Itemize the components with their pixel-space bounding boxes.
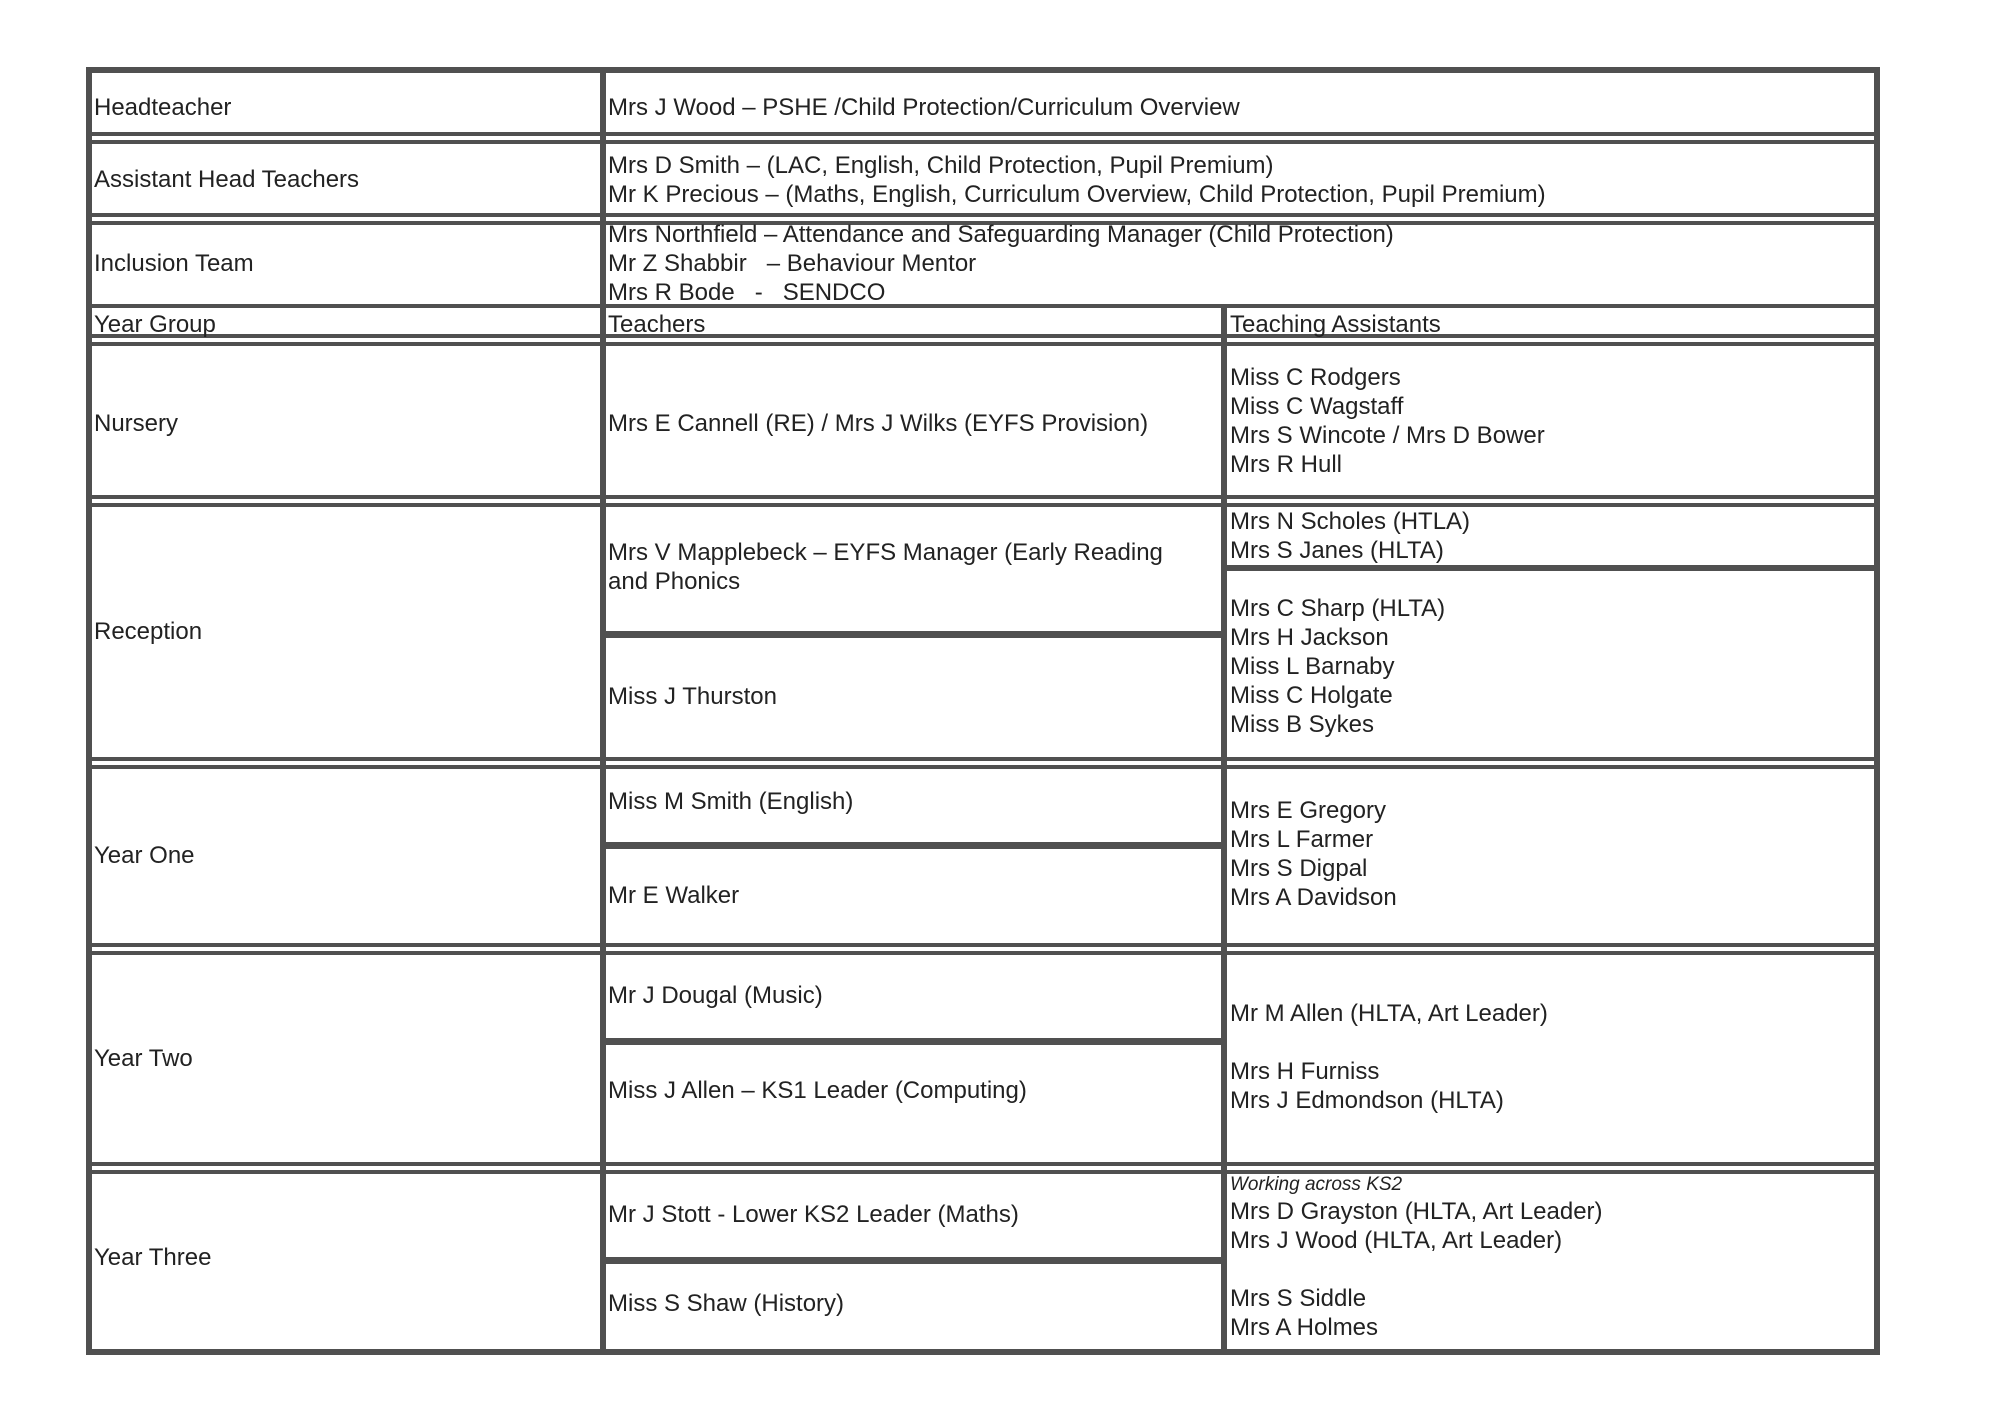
teacher-entry: Miss J Allen – KS1 Leader (Computing) — [608, 1077, 1027, 1104]
teacher-entry: Mr J Stott - Lower KS2 Leader (Maths) — [608, 1201, 1019, 1228]
row-divider — [86, 757, 1880, 761]
assistant-entry: Mrs E Gregory — [1230, 797, 1387, 824]
row-divider — [86, 132, 1880, 136]
row-divider — [86, 1162, 1880, 1166]
inclusion-entry: Mr Z Shabbir – Behaviour Mentor — [608, 250, 977, 277]
teacher-entry: Mrs V Mapplebeck – EYFS Manager (Early Reading and Phonics — [608, 539, 1163, 595]
teacher-entry: Mr J Dougal (Music) — [608, 982, 823, 1009]
headteacher-label: Headteacher — [94, 94, 232, 121]
assistant-entry: Miss C Wagstaff — [1230, 393, 1404, 420]
table-border-bottom — [86, 1349, 1880, 1355]
assistant-entry: Mrs A Holmes — [1230, 1314, 1379, 1341]
year-label-nursery: Nursery — [94, 410, 179, 437]
row-divider — [86, 334, 1880, 338]
assistant-entry: Mr M Allen (HLTA, Art Leader) — [1230, 1000, 1548, 1027]
assistant-entry: Miss C Holgate — [1230, 682, 1393, 709]
assistant-heads-label: Assistant Head Teachers — [94, 166, 360, 193]
year-label-reception: Reception — [94, 618, 203, 645]
teacher-entry: Miss M Smith (English) — [608, 788, 854, 815]
assistant-entry: Mrs A Davidson — [1230, 884, 1397, 911]
teacher-entry: Mrs E Cannell (RE) / Mrs J Wilks (EYFS Provision) — [608, 410, 1149, 437]
cell-divider — [606, 842, 1221, 849]
teacher-entry: Miss S Shaw (History) — [608, 1290, 845, 1317]
assistant-entry: Mrs D Grayston (HLTA, Art Leader) — [1230, 1198, 1603, 1225]
assistant-entry: Mrs R Hull — [1230, 451, 1342, 478]
row-divider — [86, 140, 1880, 144]
row-divider — [86, 342, 1880, 346]
inclusion-entry: Mrs R Bode - SENDCO — [608, 279, 886, 306]
cell-divider — [1227, 565, 1874, 571]
row-divider — [86, 213, 1880, 217]
column-divider-right — [1221, 305, 1227, 1355]
year-label-year-two: Year Two — [94, 1045, 193, 1072]
inclusion-entry: Mrs Northfield – Attendance and Safeguarding Manager (Child Protection) — [608, 221, 1394, 248]
row-divider — [86, 1170, 1880, 1174]
assistant-entry: Mrs C Sharp (HLTA) — [1230, 595, 1446, 622]
assistant-entry: Mrs J Wood (HLTA, Art Leader) — [1230, 1227, 1563, 1254]
assistant-entry: Mrs S Digpal — [1230, 855, 1368, 882]
assistant-entry: Mrs J Edmondson (HLTA) — [1230, 1087, 1504, 1114]
assistant-entry: Mrs S Wincote / Mrs D Bower — [1230, 422, 1545, 449]
assistant-entry: Miss C Rodgers — [1230, 364, 1401, 391]
teacher-entry: Mr E Walker — [608, 882, 740, 909]
teacher-entry: Miss J Thurston — [608, 683, 777, 710]
cell-divider — [606, 1257, 1221, 1264]
assistant-entry: Miss L Barnaby — [1230, 653, 1395, 680]
assistant-entry: Mrs L Farmer — [1230, 826, 1374, 853]
headteacher-value: Mrs J Wood – PSHE /Child Protection/Curriculum Overview — [608, 94, 1240, 121]
row-divider — [86, 304, 1880, 308]
header-teachers: Teachers — [608, 311, 706, 338]
table-border-top — [86, 67, 1880, 73]
assistant-entry: Miss B Sykes — [1230, 711, 1375, 738]
assistant-head-entry: Mr K Precious – (Maths, English, Curriculum Overview, Child Protection, Pupil Premium) — [608, 181, 1546, 208]
assistant-entry: Mrs N Scholes (HTLA) — [1230, 508, 1471, 535]
assistant-head-entry: Mrs D Smith – (LAC, English, Child Protection, Pupil Premium) — [608, 152, 1274, 179]
cell-divider — [606, 1038, 1221, 1045]
row-divider — [86, 951, 1880, 955]
row-divider — [86, 503, 1880, 507]
year-label-year-three: Year Three — [94, 1244, 212, 1271]
header-teaching-assistants: Teaching Assistants — [1230, 311, 1441, 338]
cell-divider — [606, 631, 1221, 638]
year-label-year-one: Year One — [94, 842, 195, 869]
assistant-entry: Mrs S Janes (HLTA) — [1230, 537, 1444, 564]
assistant-entry: Mrs H Furniss — [1230, 1058, 1380, 1085]
assistant-entry: Mrs S Siddle — [1230, 1285, 1367, 1312]
row-divider — [86, 943, 1880, 947]
inclusion-label: Inclusion Team — [94, 250, 254, 277]
assistant-entry: Mrs H Jackson — [1230, 624, 1389, 651]
header-year-group: Year Group — [94, 311, 216, 338]
staff-structure-table — [86, 67, 1880, 1355]
row-divider — [86, 495, 1880, 499]
row-divider — [86, 765, 1880, 769]
assistants-note: Working across KS2 — [1230, 1174, 1403, 1195]
